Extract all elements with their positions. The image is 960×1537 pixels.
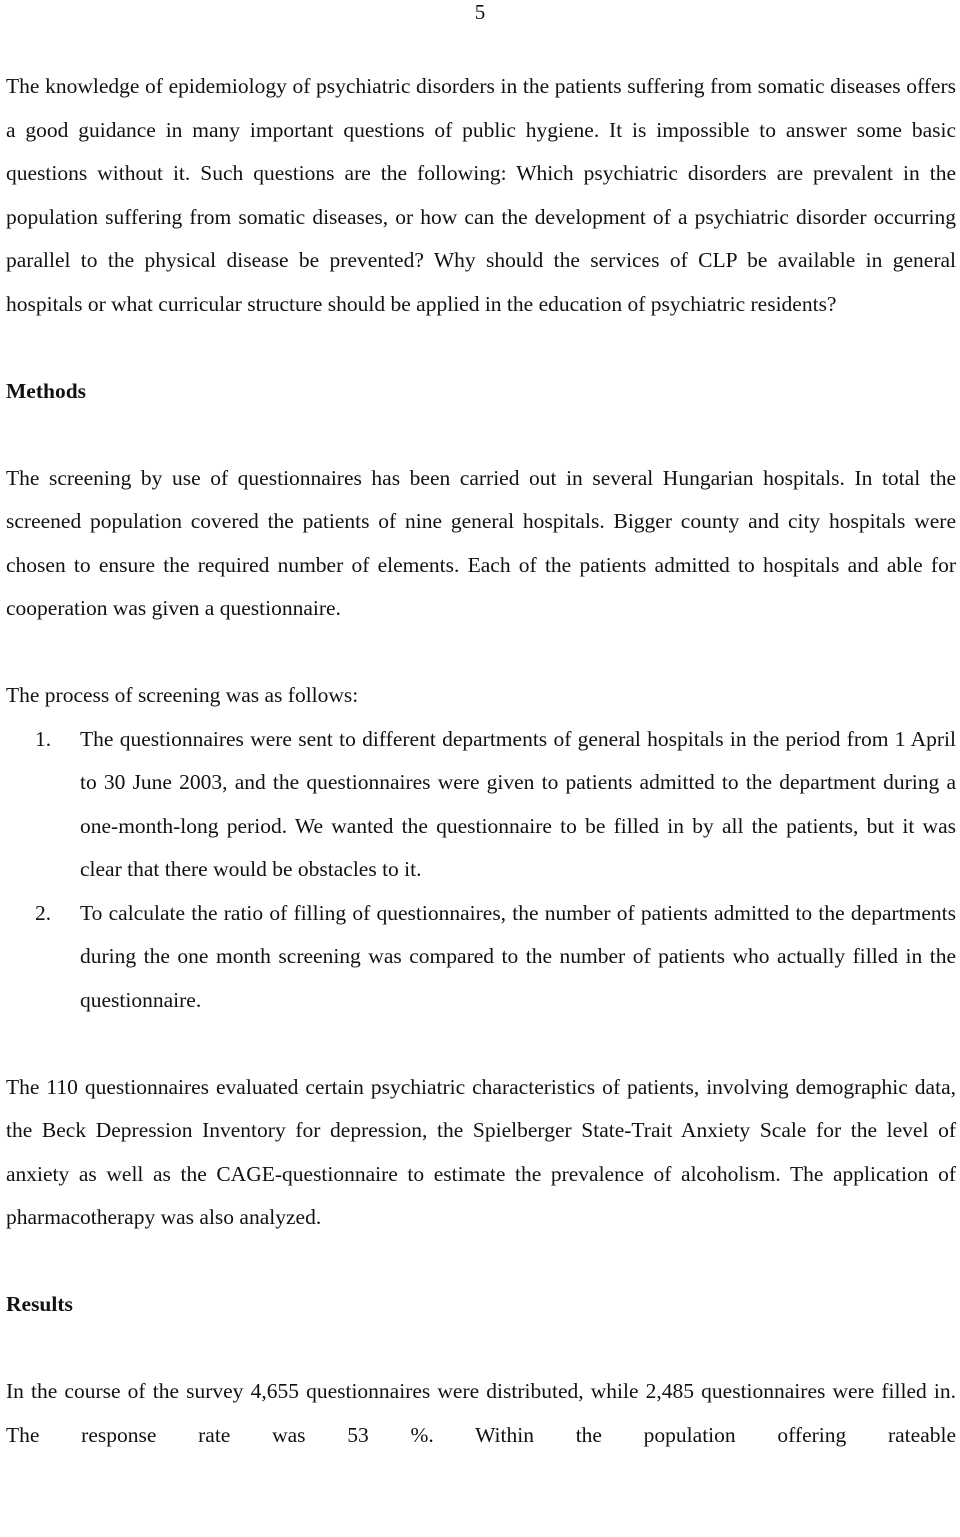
list-item-number: 1. [35,726,52,751]
spacer [6,326,956,370]
methods-heading: Methods [6,378,87,403]
spacer [6,1022,956,1066]
results-paragraph: In the course of the survey 4,655 questionnaires were distributed, while 2,485 questionnaires were filled in. The response rate was 53 %. Within the population offering rateable [6,1379,956,1447]
process-intro: The process of screening was as follows: [6,683,359,707]
page-number: 5 [474,0,486,24]
results-heading: Results [6,1292,73,1316]
methods-paragraph: The screening by use of questionnaires has been carried out in several Hungarian hospitals. In total the screened population covered the patients of nine general hospitals. Bigger county and city hospitals were chosen to ensure the required number of elements. Each of the patients admitted to hospitals and able for cooperation was given a questionnaire. [6,465,956,620]
list-item [6,718,956,892]
list-item-text: The questionnaires were sent to different departments of general hospitals in the period from 1 April to 30 June 2003, and the questionnaires were given to patients admitted to the department during a one-month-long period. We wanted the questionnaire to be filled in by all the patients, but it was clear that there would be obstacles to it. [80,726,956,881]
questionnaire-paragraph: The 110 questionnaires evaluated certain psychiatric characteristics of patients, involving demographic data, the Beck Depression Inventory for depression, the Spielberger State-Trait Anxiety Scale for the level of anxiety as well as the CAGE-questionnaire to estimate the prevalence of alcoholism. The application of pharmacotherapy was also analyzed. [6,1074,956,1229]
intro-paragraph: The knowledge of epidemiology of psychiatric disorders in the patients suffering from somatic diseases offers a good guidance in many important questions of public hygiene. It is impossible to answer some basic questions without it. Such questions are the following: Which psychiatric disorders are prevalent in the population suffering from somatic diseases, or how can the development of a psychiatric disorder occurring parallel to the physical disease be prevented? Why should the services of CLP be available in general hospitals or what curricular structure should be applied in the education of psychiatric residents? [6,74,956,316]
page-body [6,65,956,1457]
spacer [6,631,956,675]
spacer [6,413,956,457]
spacer [6,1327,956,1371]
spacer [6,1240,956,1284]
screening-steps-list [6,718,956,1023]
list-item-text: To calculate the ratio of filling of questionnaires, the number of patients admitted to the departments during the one month screening was compared to the number of patients who actually filled in the questionnaire. [80,900,956,1012]
list-item [6,892,956,1023]
list-item-number: 2. [35,900,52,925]
